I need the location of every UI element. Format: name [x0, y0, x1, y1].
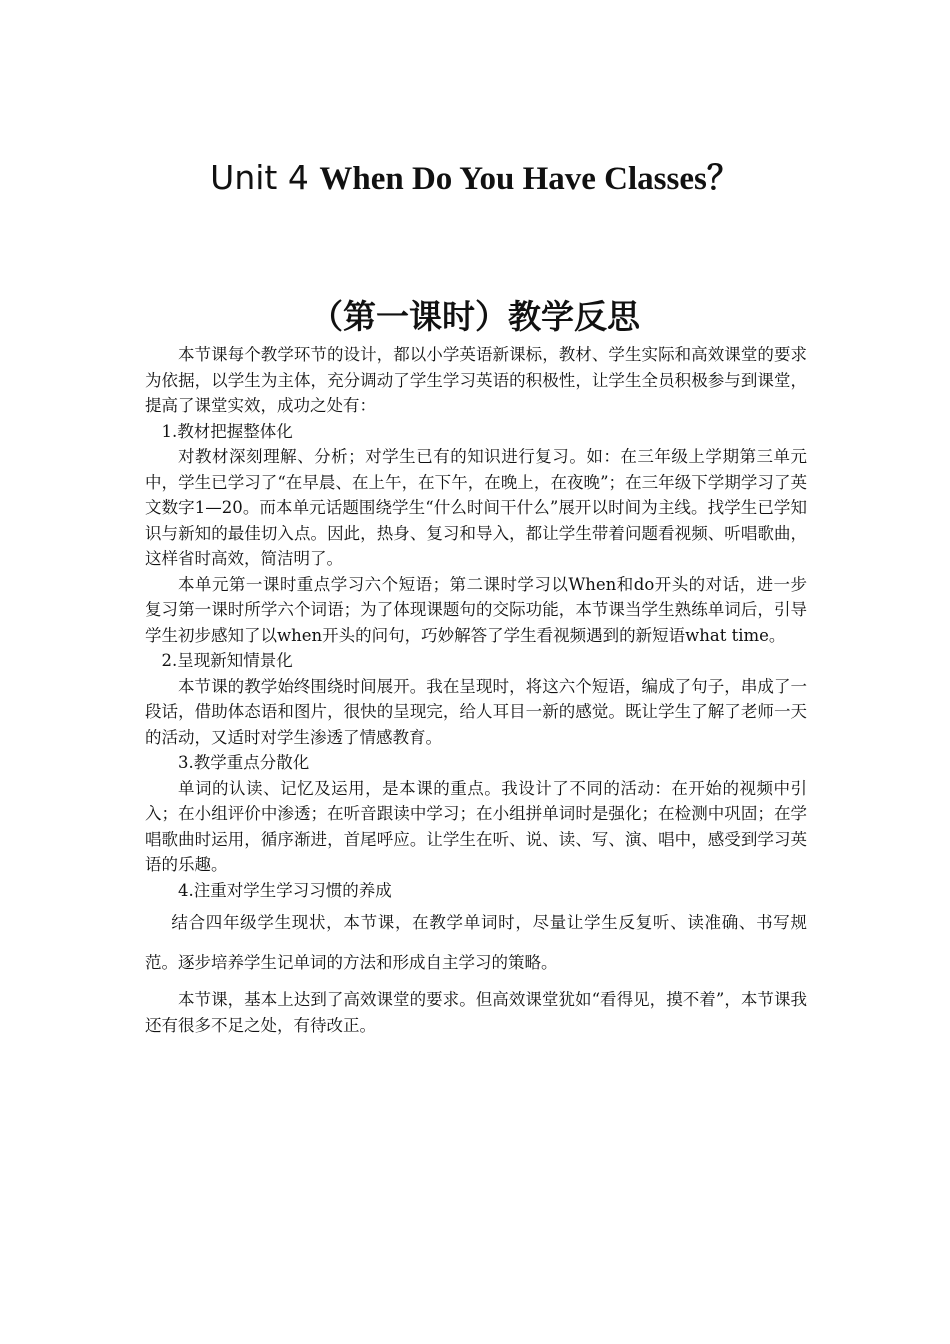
document-title: [0, 155, 950, 202]
section-3-paragraph: 单词的认读、记忆及运用，是本课的重点。我设计了不同的活动：在开始的视频中引入；在小组评价中渗透；在听音跟读中学习；在小组拼单词时是强化；在检测中巩固；在学唱歌曲时运用，循序渐进，首尾呼应。让学生在听、说、读、写、演、唱中，感受到学习英语的乐趣。: [145, 778, 807, 874]
section-heading-1: 1.教材把握整体化: [161, 421, 293, 441]
document-subtitle: （第一课时）教学反思: [310, 297, 640, 336]
section-heading-3: 3.教学重点分散化: [178, 753, 310, 772]
document-body: [145, 342, 807, 1038]
conclusion-paragraph: 本节课，基本上达到了高效课堂的要求。但高效课堂犹如“看得见，摸不着”，本节课我还有很多不足之处，有待改正。: [145, 990, 807, 1035]
section-1-paragraph-1: 对教材深刻理解、分析；对学生已有的知识进行复习。如：在三年级上学期第三单元中，学生已学习了“在早晨、在上午，在下午，在晚上，在夜晚”；在三年级下学期学习了英文数字1—20。而本单元话题围绕学生“什么时间干什么”展开以时间为主线。找学生已学知识与新知的最佳切入点。因此，热身、复习和导入，都让学生带着问题看视频、听唱歌曲，这样省时高效，简洁明了。: [145, 447, 807, 568]
title-main-text: When Do You Have Classes？: [319, 161, 740, 197]
section-heading-4: 4.注重对学生学习习惯的养成: [178, 880, 392, 900]
section-1-paragraph-2: 本单元第一课时重点学习六个短语；第二课时学习以When和do开头的对话，进一步复习第一课时所学六个词语；为了体现课题句的交际功能，本节课当学生熟练单词后，引导学生初步感知了以when开头的问句，巧妙解答了学生看视频遇到的新短语what time。: [145, 574, 807, 645]
section-heading-2: 2.呈现新知情景化: [161, 651, 293, 670]
intro-paragraph: 本节课每个教学环节的设计，都以小学英语新课标，教材、学生实际和高效课堂的要求为依据，以学生为主体，充分调动了学生学习英语的积极性，让学生全员积极参与到课堂，提高了课堂实效，成功之处有：: [145, 345, 807, 415]
title-unit-number: Unit 4: [210, 158, 309, 197]
section-2-paragraph: 本节课的教学始终围绕时间展开。我在呈现时，将这六个短语，编成了句子，串成了一段话，借助体态语和图片，很快的呈现完，给人耳目一新的感觉。既让学生了解了老师一天的活动，又适时对学生渗透了情感教育。: [145, 676, 807, 747]
section-4-paragraph: 结合四年级学生现状，本节课，在教学单词时，尽量让学生反复听、读准确、书写规范。逐步培养学生记单词的方法和形成自主学习的策略。: [145, 913, 807, 972]
